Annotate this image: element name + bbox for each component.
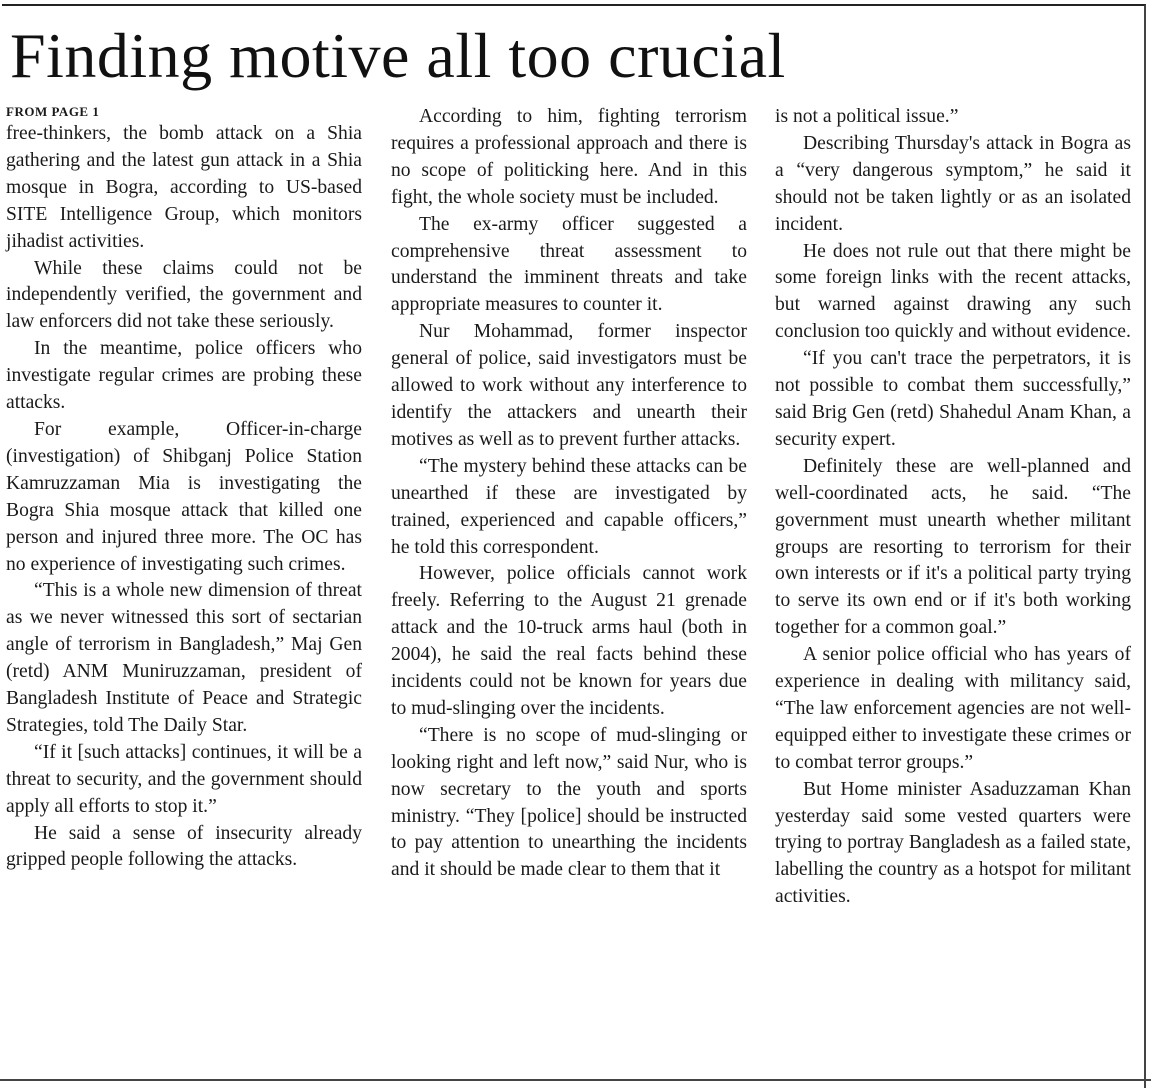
paragraph: Definitely these are well-planned and well-coordinated acts, he said. “The government must unearth whether militant groups are resorting to terrorism for their own interests or if it's a political party trying to serve its own end or if it's both working together for a common goal.”	[775, 455, 1131, 639]
paragraph: “If you can't trace the perpetrators, it is not possible to combat them successfully,” said Brig Gen (retd) Shahedul Anam Khan, a security expert.	[775, 348, 1131, 450]
paragraph: According to him, fighting terrorism requires a professional approach and there is no scope of politicking here. And in this fight, the whole society must be included.	[391, 106, 747, 208]
paragraph: In the meantime, police officers who investigate regular crimes are probing these attacks.	[6, 338, 362, 414]
article-column-3	[775, 104, 1131, 911]
headline: Finding motive all too crucial	[10, 20, 786, 91]
kicker-from-page-1: FROM PAGE 1	[6, 104, 100, 119]
bottom-rule	[0, 1079, 1151, 1081]
paragraph: “There is no scope of mud-slinging or looking right and left now,” said Nur, who is now secretary to the youth and sports ministry. “They [police] should be instructed to pay attention to unearthing the incidents and it should be made clear to them that it	[391, 724, 747, 881]
paragraph: A senior police official who has years of experience in dealing with militancy said, “The law enforcement agencies are not well-equipped either to investigate these crimes or to combat terror groups.”	[775, 644, 1131, 773]
paragraph: However, police officials cannot work freely. Referring to the August 21 grenade attack and the 10-truck arms haul (both in 2004), he said the real facts behind these incidents could not be known for years due to mud-slinging over the incidents.	[391, 563, 747, 719]
paragraph: “This is a whole new dimension of threat as we never witnessed this sort of sectarian angle of terrorism in Bangladesh,” Maj Gen (retd) ANM Muniruzzaman, president of Bangladesh Institute of Peace and Strategic Strategies, told The Daily Star.	[6, 580, 362, 736]
paragraph-continued: is not a political issue.”	[775, 106, 959, 127]
paragraph: “If it [such attacks] continues, it will be a threat to security, and the government should apply all efforts to stop it.”	[6, 741, 362, 817]
paragraph: Describing Thursday's attack in Bogra as a “very dangerous symptom,” he said it should not be taken lightly or as an isolated incident.	[775, 132, 1131, 235]
article-column-1	[6, 104, 362, 874]
paragraph: But Home minister Asaduzzaman Khan yesterday said some vested quarters were trying to portray Bangladesh as a failed state, labelling the country as a hotspot for militant activities.	[775, 778, 1131, 908]
paragraph: The ex-army officer suggested a comprehensive threat assessment to understand the imminent threats and take appropriate measures to counter it.	[391, 213, 747, 316]
paragraph: free-thinkers, the bomb attack on a Shia gathering and the latest gun attack in a Shia mosque in Bogra, according to US-based SITE Intelligence Group, which monitors jihadist activities.	[6, 123, 362, 252]
paragraph: Nur Mohammad, former inspector general of police, said investigators must be allowed to work without any interference to identify the attackers and unearth their motives as well as to prevent further attacks.	[391, 321, 747, 450]
paragraph: While these claims could not be independently verified, the government and law enforcers did not take these seriously.	[6, 257, 362, 333]
paragraph: “The mystery behind these attacks can be unearthed if these are investigated by trained, experienced and capable officers,” he told this correspondent.	[391, 455, 747, 558]
paragraph: He said a sense of insecurity already gripped people following the attacks.	[6, 822, 362, 871]
article-column-2	[391, 104, 747, 884]
paragraph: He does not rule out that there might be some foreign links with the recent attacks, but warned against drawing any such conclusion too quickly and without evidence.	[775, 240, 1131, 343]
paragraph: For example, Officer-in-charge (investigation) of Shibganj Police Station Kamruzzaman Mia is investigating the Bogra Shia mosque attack that killed one person and injured three more. The OC has no experience of investigating such crimes.	[6, 418, 362, 575]
